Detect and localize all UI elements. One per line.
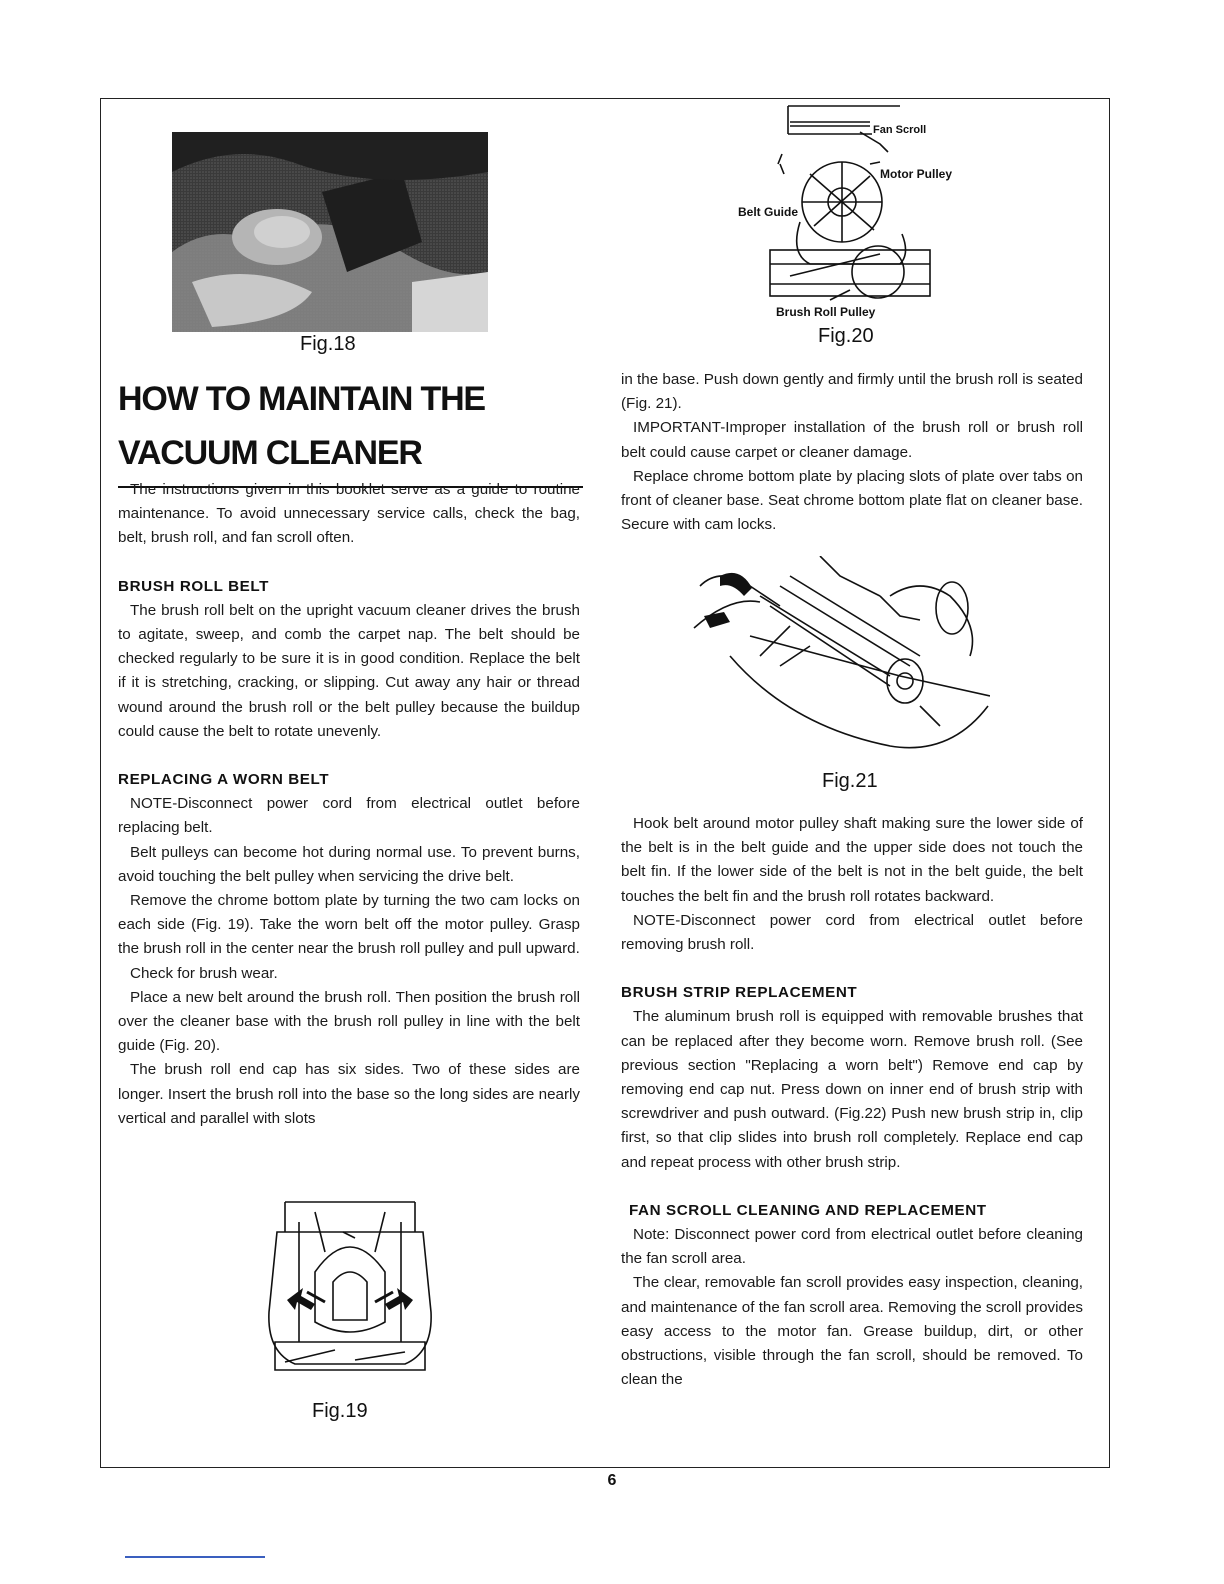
fig18-image <box>172 132 488 332</box>
brush-strip-paragraph: The aluminum brush roll is equipped with removable brushes that can be replaced after they become worn. Remove brush roll. (See previous section "Replacing a worn belt") Remove end cap by removing end cap nut. Press down on inner end of brush strip with screwdriver and push outward. (Fig.22) Push new brush strip in, clip first, so that clip slides into brush roll completely. Replace end cap and repeat process with other brush strip. <box>621 1008 1083 1171</box>
fig20-diagram <box>730 104 980 322</box>
replacing-belt-p2: Belt pulleys can become hot during normal use. To prevent burns, avoid touching the belt pulley when servicing the drive belt. <box>118 843 580 885</box>
right-column-bottom <box>621 812 1083 1392</box>
disconnect-note-paragraph: NOTE-Disconnect power cord from electrical outlet before removing brush roll. <box>621 911 1083 954</box>
fan-scroll-paragraph: The clear, removable fan scroll provides easy inspection, cleaning, and maintenance of the fan scroll area. Removing the scroll provides easy access to the motor fan. Grease buildup, dirt, or other obstructions, visible through the fan scroll, should be removed. To clean the <box>621 1274 1083 1389</box>
replace-plate-paragraph: Replace chrome bottom plate by placing slots of plate over tabs on front of cleaner base. Seat chrome bottom plate flat on cleaner base. Secure with cam locks. <box>621 467 1083 534</box>
footer-rule <box>125 1556 265 1558</box>
fig20-label-fan-scroll: Fan Scroll <box>873 124 927 136</box>
fig19-diagram <box>255 1192 445 1392</box>
title-line-1: HOW TO MAINTAIN THE <box>118 380 485 418</box>
fig20-label-motor-pulley: Motor Pulley <box>880 167 953 181</box>
hook-belt-paragraph: Hook belt around motor pulley shaft making sure the lower side of the belt is in the belt guide and the upper side does not touch the belt fin. If the lower side of the belt is not in the belt guide, the belt touches the belt fin and the brush roll rotates backward. <box>621 815 1083 905</box>
heading-replacing-worn-belt: REPLACING A WORN BELT <box>118 771 330 789</box>
fig18-caption: Fig.18 <box>300 333 356 355</box>
intro-paragraph: The instructions given in this booklet serve as a guide to routine maintenance. To avoid unnecessary service calls, check the bag, belt, brush roll, and fan scroll often. <box>118 481 580 547</box>
fig20-label-belt-guide: Belt Guide <box>738 205 799 219</box>
replacing-belt-note: NOTE-Disconnect power cord from electrical outlet before replacing belt. <box>118 795 580 837</box>
replacing-belt-p6: The brush roll end cap has six sides. Two of these sides are longer. Insert the brush roll into the base so the long sides are nearly vertical and parallel with slots <box>118 1061 580 1127</box>
title-line-2: VACUUM CLEANER <box>118 434 422 472</box>
fig21-diagram <box>690 556 990 766</box>
important-paragraph: IMPORTANT-Improper installation of the brush roll or brush roll belt could cause carpet or cleaner damage. <box>621 419 1083 461</box>
right-column-top <box>621 368 1083 537</box>
fig20-caption: Fig.20 <box>818 325 874 347</box>
fig20-label-brush-roll-pulley: Brush Roll Pulley <box>776 305 876 319</box>
brush-roll-belt-paragraph: The brush roll belt on the upright vacuum cleaner drives the brush to agitate, sweep, and comb the carpet nap. The belt should be checked regularly to be sure it is in good condition. Replace the belt if it is stretching, cracking, or slipping. Cut away any hair or thread wound around the brush roll or the belt pulley because the buildup could cause the belt to rotate unevenly. <box>118 601 580 740</box>
page-number: 6 <box>607 1472 617 1489</box>
heading-brush-strip: BRUSH STRIP REPLACEMENT <box>621 984 858 1002</box>
fig19-caption: Fig.19 <box>312 1400 368 1422</box>
heading-brush-roll-belt: BRUSH ROLL BELT <box>118 577 270 595</box>
continued-paragraph: in the base. Push down gently and firmly until the brush roll is seated (Fig. 21). <box>621 371 1083 413</box>
left-column <box>118 478 580 1131</box>
fig18-photo <box>172 132 488 332</box>
heading-fan-scroll: FAN SCROLL CLEANING AND REPLACEMENT <box>629 1201 987 1219</box>
fan-scroll-note: Note: Disconnect power cord from electrical outlet before cleaning the fan scroll area. <box>621 1226 1083 1268</box>
replacing-belt-p4: Check for brush wear. <box>130 964 278 982</box>
page-title <box>118 372 583 488</box>
fig21-caption: Fig.21 <box>822 770 878 792</box>
replacing-belt-p5: Place a new belt around the brush roll. Then position the brush roll over the cleaner base with the brush roll pulley in line with the belt guide (Fig. 20). <box>118 988 580 1055</box>
replacing-belt-p3: Remove the chrome bottom plate by turning the two cam locks on each side (Fig. 19). Take the worn belt off the motor pulley. Grasp the brush roll in the center near the brush roll pulley and pull upward. <box>118 892 580 958</box>
